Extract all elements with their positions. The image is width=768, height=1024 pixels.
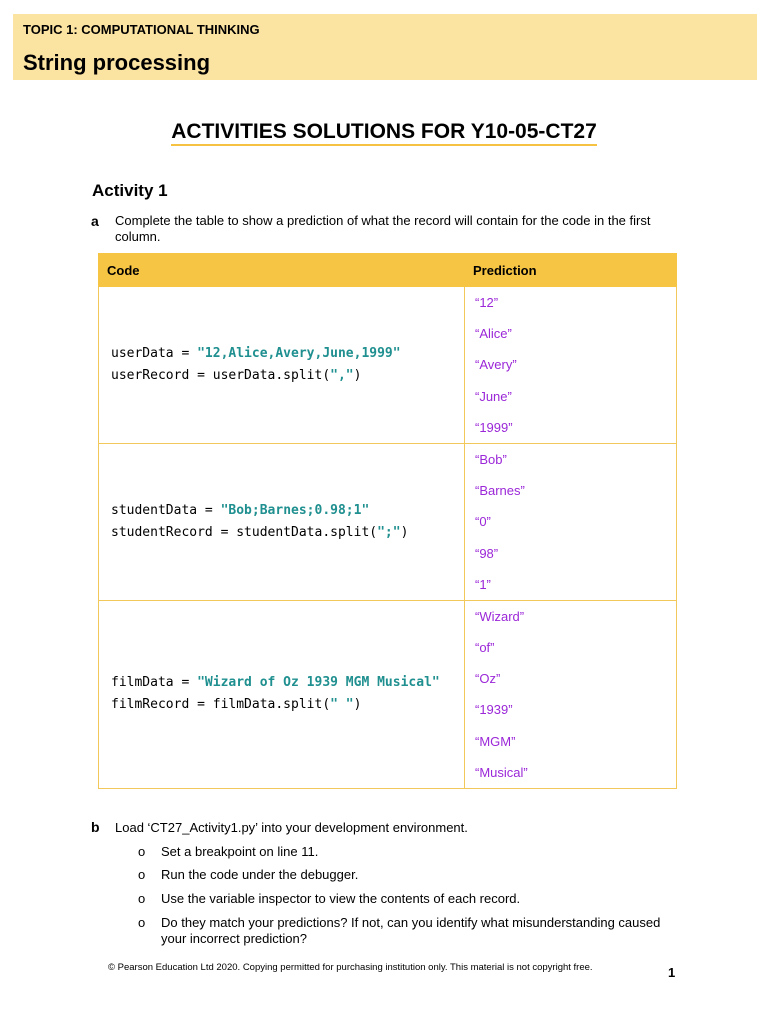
prediction-item: “12”: [475, 295, 499, 310]
prediction-item: “1”: [475, 576, 491, 592]
code-line: [111, 672, 464, 694]
code-cell: [99, 443, 465, 600]
prediction-item: “Musical”: [475, 764, 528, 780]
code-line: [111, 694, 464, 716]
page-number: 1: [668, 965, 676, 980]
code-line: [111, 365, 464, 387]
code-string: ",": [330, 367, 354, 383]
code-line: [111, 343, 464, 365]
code-column-header: Code: [99, 254, 465, 287]
prediction-cell: [465, 287, 677, 444]
header-band: [13, 14, 757, 80]
code-line: [111, 500, 464, 522]
prediction-item: “of”: [475, 640, 495, 656]
code-line: [111, 522, 464, 544]
prediction-cell: [465, 600, 677, 788]
table-row: [99, 443, 677, 600]
topic-label: TOPIC 1: COMPUTATIONAL THINKING: [23, 22, 260, 37]
code-string: "Bob;Barnes;0.98;1": [220, 502, 370, 518]
bullet-marker: o: [138, 891, 146, 906]
code-string: "12,Alice,Avery,June,1999": [197, 345, 401, 361]
code-cell: [99, 287, 465, 444]
prediction-item: “Avery”: [475, 357, 517, 373]
bullet-text: Set a breakpoint on line 11.: [161, 844, 319, 859]
part-a-text: Complete the table to show a prediction of what the record will contain for the code in the first column.: [115, 213, 651, 244]
code-string: "Wizard of Oz 1939 MGM Musical": [197, 675, 440, 691]
prediction-item: “MGM”: [475, 733, 516, 749]
code-text: userRecord = userData.split(: [111, 367, 331, 383]
part-b-text: Load ‘CT27_Activity1.py’ into your development environment.: [115, 820, 468, 835]
prediction-item: “1999”: [475, 419, 513, 435]
code-text: ): [353, 367, 362, 383]
part-a-letter: a: [91, 213, 99, 229]
prediction-item: “Wizard”: [475, 608, 525, 624]
prediction-item: “Oz”: [475, 671, 501, 687]
code-text: userData =: [111, 345, 198, 361]
prediction-item: “1939”: [475, 702, 513, 718]
prediction-item: “0”: [475, 514, 491, 530]
code-text: studentRecord = studentData.split(: [111, 524, 378, 540]
code-string: ";": [377, 524, 401, 540]
bullet-text: Run the code under the debugger.: [161, 867, 359, 882]
subject-title: String processing: [23, 50, 211, 75]
prediction-item: “98”: [475, 545, 499, 561]
table-row: [99, 287, 677, 444]
code-cell: [99, 600, 465, 788]
code-text: ): [400, 524, 409, 540]
bullet-marker: o: [138, 867, 146, 882]
prediction-item: “Barnes”: [475, 483, 525, 499]
part-b-letter: b: [91, 819, 100, 835]
code-text: studentData =: [111, 502, 221, 518]
prediction-item: “Alice”: [475, 326, 512, 342]
code-text: filmData =: [111, 675, 198, 691]
bullet-marker: o: [138, 844, 146, 859]
prediction-cell: [465, 443, 677, 600]
prediction-item: “June”: [475, 388, 512, 404]
bullet-text: Use the variable inspector to view the contents of each record.: [161, 891, 521, 906]
code-text: filmRecord = filmData.split(: [111, 697, 331, 713]
prediction-table: [98, 253, 677, 789]
code-string: " ": [330, 697, 354, 713]
bullet-text: Do they match your predictions? If not, can you identify what misunderstanding caused your incorrect prediction?: [161, 915, 661, 946]
bullet-marker: o: [138, 915, 146, 930]
page-title: [0, 120, 768, 144]
prediction-item: “Bob”: [475, 451, 507, 467]
table-row: [99, 600, 677, 788]
footer-copyright: © Pearson Education Ltd 2020. Copying permitted for purchasing institution only. This material is not copyright free.: [108, 962, 593, 973]
prediction-column-header: Prediction: [465, 254, 677, 287]
code-text: ): [353, 697, 362, 713]
activity-heading: Activity 1: [92, 181, 168, 200]
page-title-text: ACTIVITIES SOLUTIONS FOR Y10-05-CT27: [171, 120, 597, 146]
